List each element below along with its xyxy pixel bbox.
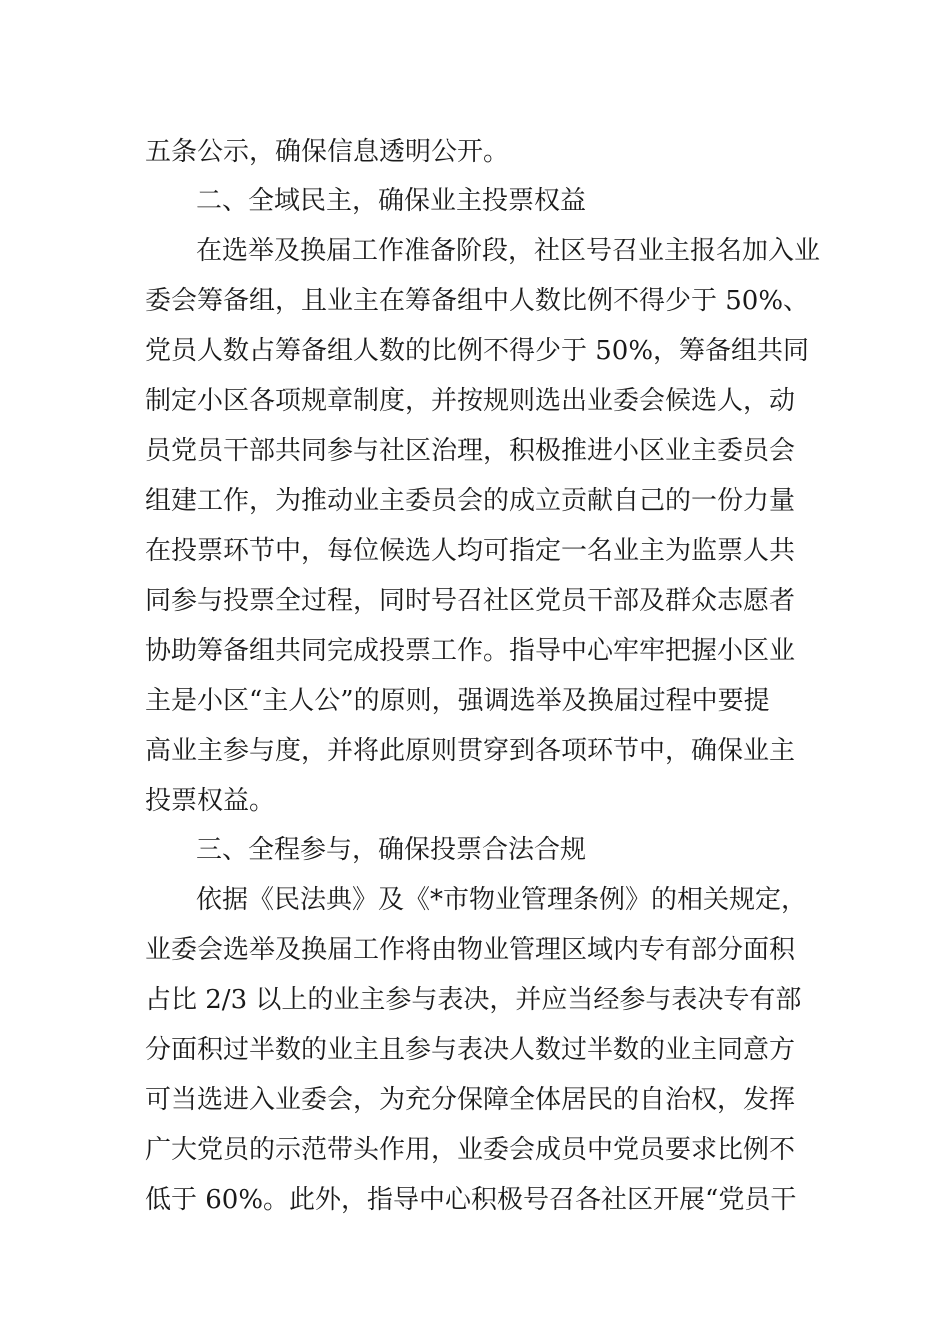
text-line: 制定小区各项规章制度，并按规则选出业委会候选人，动	[145, 386, 796, 416]
text-line: 在投票环节中，每位候选人均可指定一名业主为监票人共	[145, 536, 796, 566]
text-line: 委会筹备组，且业主在筹备组中人数比例不得少于 50%、	[145, 286, 810, 316]
text-line: 可当选进入业委会，为充分保障全体居民的自治权，发挥	[145, 1085, 796, 1115]
text-line: 依据《民法典》及《*市物业管理条例》的相关规定，	[196, 885, 808, 915]
text-line: 协助筹备组共同完成投票工作。指导中心牢牢把握小区业	[145, 636, 796, 666]
text-line: 五条公示，确保信息透明公开。	[145, 137, 510, 167]
text-line: 高业主参与度，并将此原则贯穿到各项环节中，确保业主	[145, 736, 796, 766]
section-heading: 三、全程参与，确保投票合法合规	[196, 835, 587, 865]
text-line: 员党员干部共同参与社区治理，积极推进小区业主委员会	[145, 436, 796, 466]
text-line: 主是小区“主人公”的原则，强调选举及换届过程中要提	[145, 686, 770, 716]
text-line: 投票权益。	[145, 786, 276, 816]
text-line: 组建工作，为推动业主委员会的成立贡献自己的一份力量	[145, 486, 796, 516]
section-heading: 二、全域民主，确保业主投票权益	[196, 186, 587, 216]
text-line: 占比 2/3 以上的业主参与表决，并应当经参与表决专有部	[145, 985, 802, 1015]
text-line: 广大党员的示范带头作用，业委会成员中党员要求比例不	[145, 1135, 796, 1165]
text-line: 党员人数占筹备组人数的比例不得少于 50%，筹备组共同	[145, 336, 810, 366]
text-line: 低于 60%。此外，指导中心积极号召各社区开展“党员干	[145, 1185, 797, 1215]
text-line: 在选举及换届工作准备阶段，社区号召业主报名加入业	[196, 236, 821, 266]
text-line: 分面积过半数的业主且参与表决人数过半数的业主同意方	[145, 1035, 796, 1065]
text-line: 同参与投票全过程，同时号召社区党员干部及群众志愿者	[145, 586, 796, 616]
text-line: 业委会选举及换届工作将由物业管理区域内专有部分面积	[145, 935, 796, 965]
